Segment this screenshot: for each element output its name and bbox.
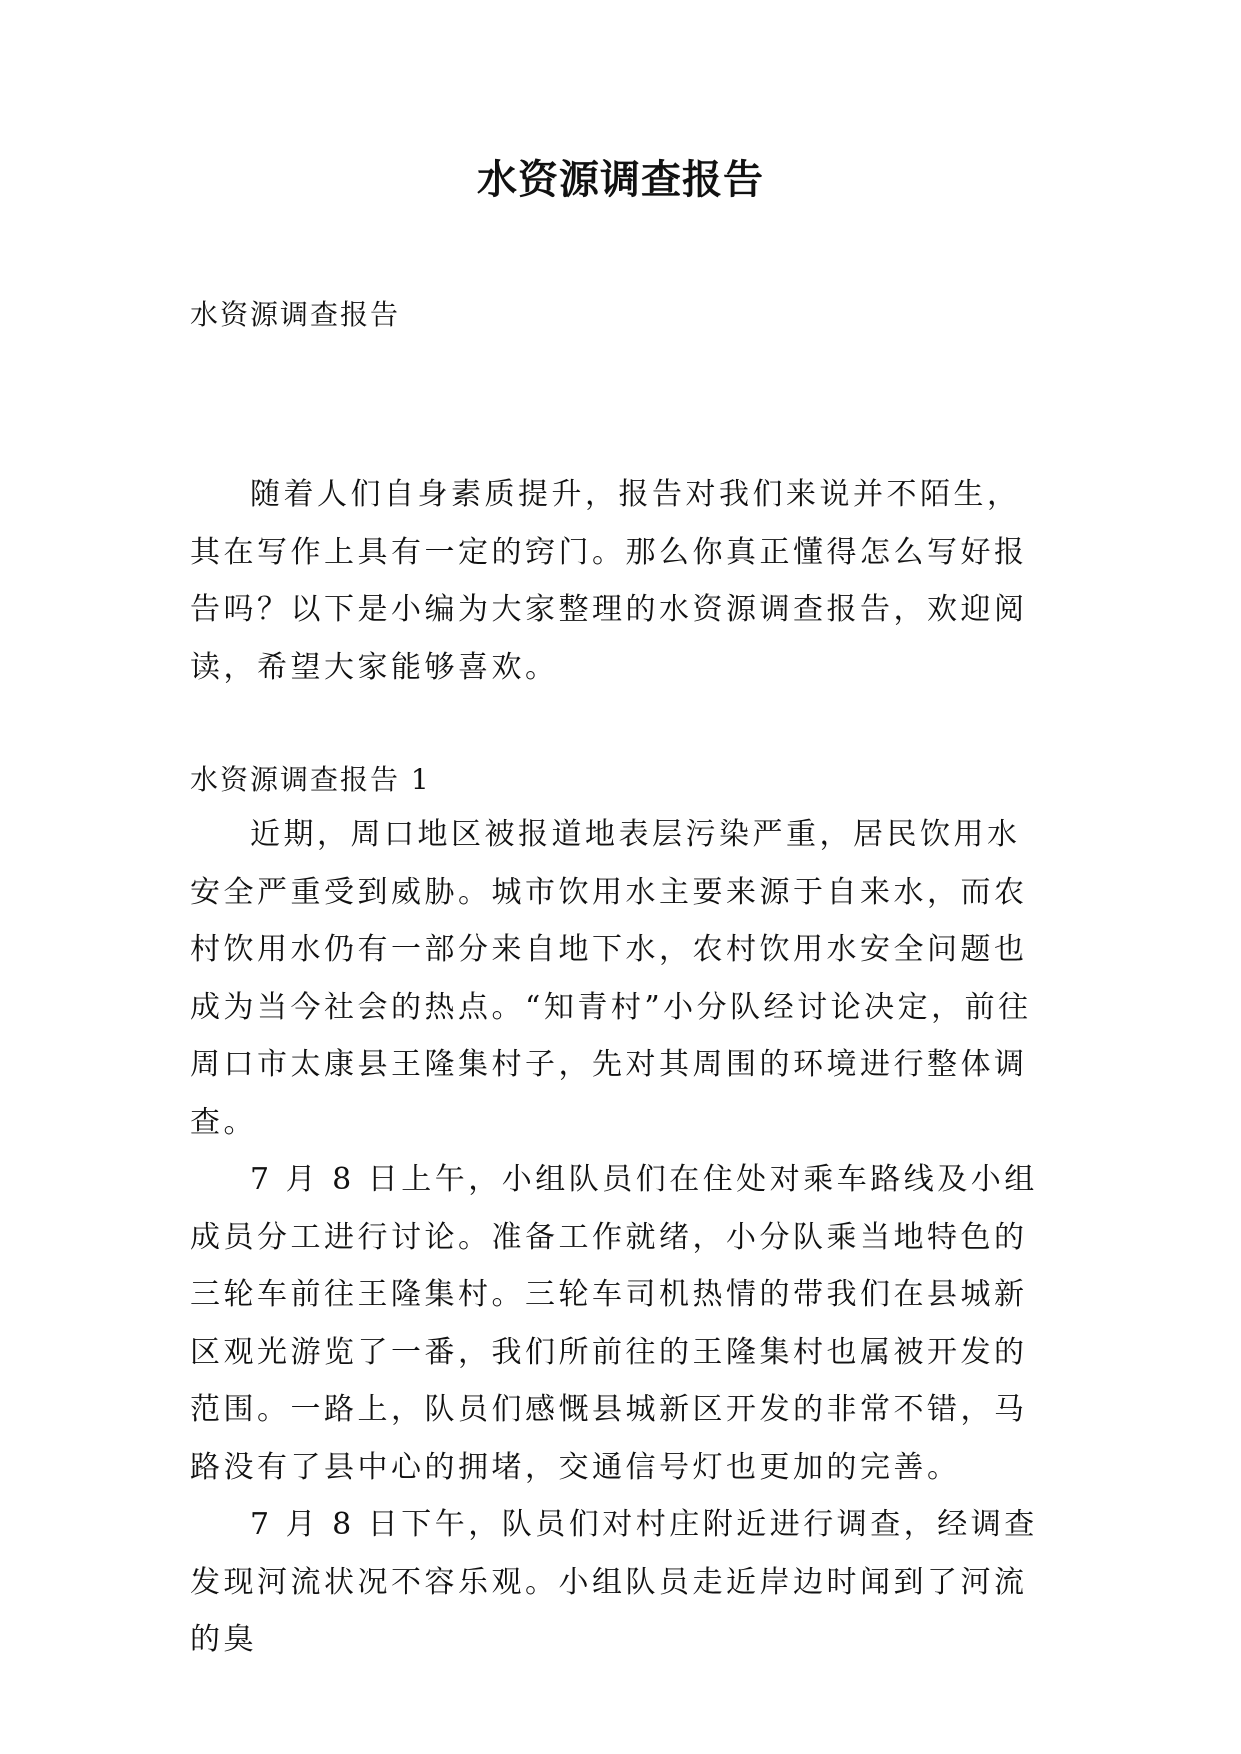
body-paragraph-3: 7 月 8 日下午，队员们对村庄附近进行调查，经调查发现河流状况不容乐观。小组队员走近岸边时闻到了河流的臭 <box>190 1507 1038 1657</box>
body-paragraph-1: 近期，周口地区被报道地表层污染严重，居民饮用水安全严重受到威胁。城市饮用水主要来源于自来水，而农村饮用水仍有一部分来自地下水，农村饮用水安全问题也成为当今社会的热点。“知青村”小分队经讨论决定，前往周口市太康县王隆集村子，先对其周围的环境进行整体调查。 <box>190 817 1032 1140</box>
document-title: 水资源调查报告 <box>477 157 764 203</box>
document-subtitle: 水资源调查报告 <box>190 298 401 331</box>
body-paragraph-2: 7 月 8 日上午，小组队员们在住处对乘车路线及小组成员分工进行讨论。准备工作就绪，小分队乘当地特色的三轮车前往王隆集村。三轮车司机热情的带我们在县城新区观光游览了一番，我们所前往的王隆集村也属被开发的范围。一路上，队员们感慨县城新区开发的非常不错，马路没有了县中心的拥堵，交通信号灯也更加的完善。 <box>190 1162 1038 1485</box>
section-body <box>190 806 1050 1669</box>
intro-block <box>190 466 1050 696</box>
section-title: 水资源调查报告 1 <box>190 763 431 796</box>
intro-paragraph: 随着人们自身素质提升，报告对我们来说并不陌生，其在写作上具有一定的窍门。那么你真正懂得怎么写好报告吗？以下是小编为大家整理的水资源调查报告，欢迎阅读，希望大家能够喜欢。 <box>190 477 1028 685</box>
